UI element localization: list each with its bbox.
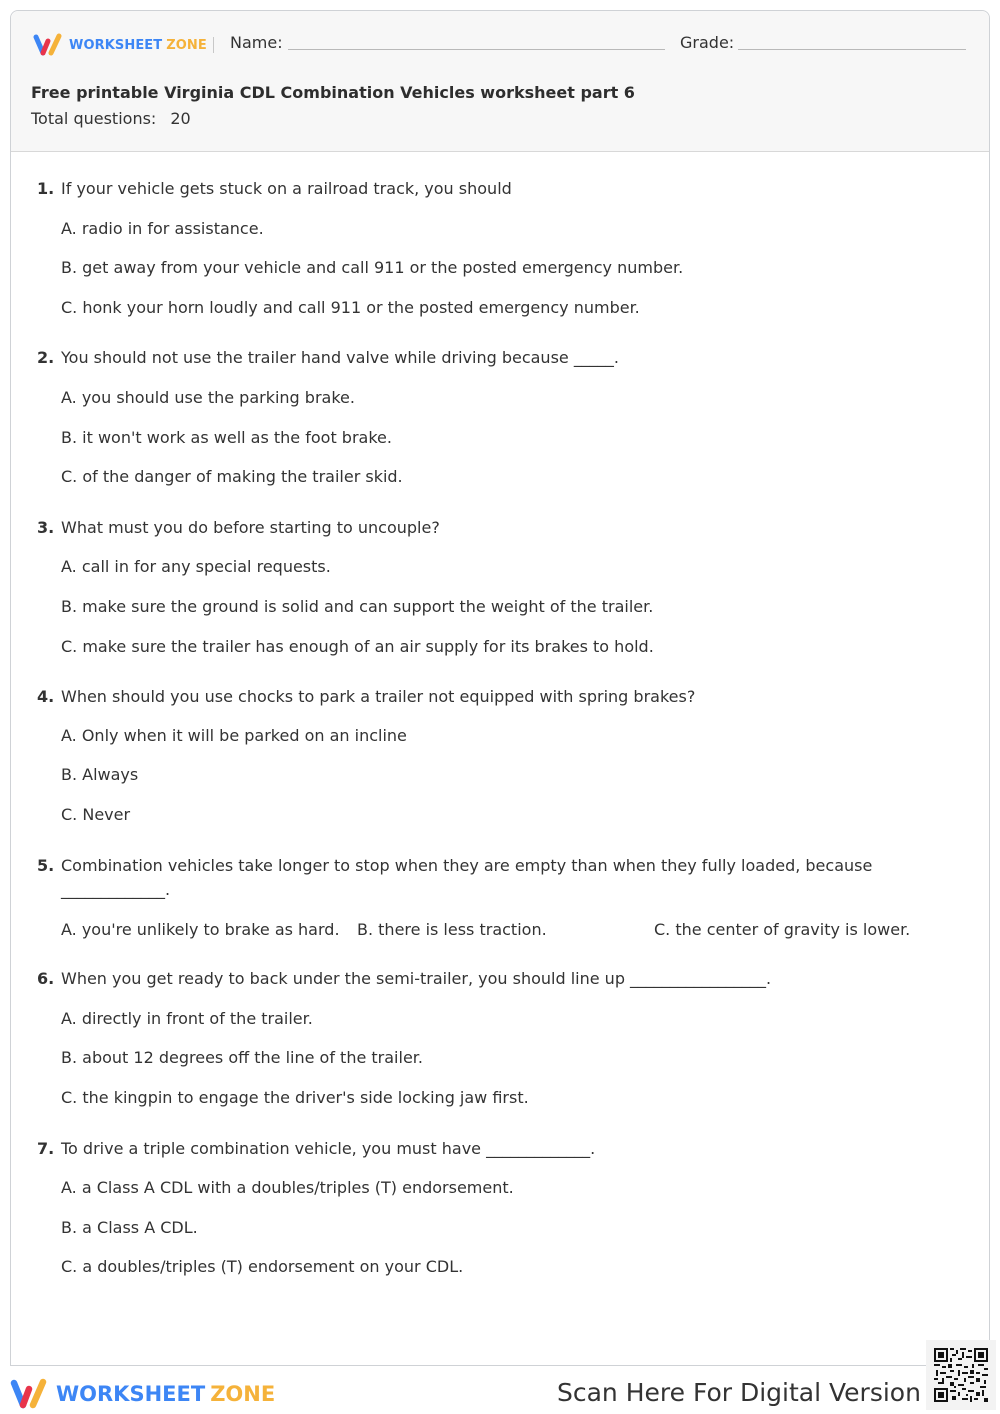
option-a[interactable]: A. Only when it will be parked on an incline [61,726,407,745]
question-number: 4. [37,687,55,706]
option-b[interactable]: B. Always [61,765,139,784]
worksheetzone-logo-icon [33,33,65,57]
total-questions-value: 20 [170,109,191,128]
option-b[interactable]: B. it won't work as well as the foot brake. [61,428,392,447]
option-c[interactable]: C. honk your horn loudly and call 911 or the posted emergency number. [61,298,640,317]
footer-logo-wordmark: WORKSHEET ZONE [56,1382,276,1406]
option-a[interactable]: A. you're unlikely to brake as hard. [61,920,340,939]
question-number: 1. [37,179,55,198]
option-b[interactable]: B. get away from your vehicle and call 911 or the posted emergency number. [61,258,684,277]
option-c[interactable]: C. Never [61,805,131,824]
name-input-line[interactable] [288,49,665,50]
question-number: 7. [37,1139,55,1158]
question-stem: 1. If your vehicle gets stuck on a railroad track, you should [37,179,512,198]
question-stem-blank: _____________. [61,880,171,899]
question-number: 5. [37,856,55,875]
grade-input-line[interactable] [738,49,966,50]
option-a[interactable]: A. you should use the parking brake. [61,388,355,407]
question-stem: 4. When should you use chocks to park a trailer not equipped with spring brakes? [37,687,696,706]
header-logo [33,33,207,57]
option-c[interactable]: C. of the danger of making the trailer skid. [61,467,403,486]
footer-logo [10,1378,275,1410]
option-c[interactable]: C. the kingpin to engage the driver's side locking jaw first. [61,1088,529,1107]
question-stem: 5. Combination vehicles take longer to stop when they are empty than when they fully loaded, because [37,856,873,875]
total-questions [31,109,191,128]
question-stem: 6. When you get ready to back under the semi-trailer, you should line up _________________. [37,969,772,988]
option-c[interactable]: C. a doubles/triples (T) endorsement on your CDL. [61,1257,464,1276]
worksheet-title: Free printable Virginia CDL Combination Vehicles worksheet part 6 [31,83,635,102]
option-a[interactable]: A. call in for any special requests. [61,557,331,576]
worksheet-header [11,11,989,152]
question-number: 2. [37,348,55,367]
worksheetzone-logo-icon [10,1378,50,1410]
option-b[interactable]: B. make sure the ground is solid and can support the weight of the trailer. [61,597,654,616]
question-stem: 2. You should not use the trailer hand valve while driving because _____. [37,348,619,367]
qr-code-icon [934,1348,988,1402]
scan-digital-version-text: Scan Here For Digital Version [557,1378,921,1407]
option-b[interactable]: B. about 12 degrees off the line of the trailer. [61,1048,423,1067]
qr-code[interactable] [926,1340,996,1410]
question-number: 6. [37,969,55,988]
logo-wordmark: WORKSHEET ZONE [69,37,207,53]
option-a[interactable]: A. directly in front of the trailer. [61,1009,313,1028]
option-a[interactable]: A. radio in for assistance. [61,219,264,238]
option-c[interactable]: C. the center of gravity is lower. [654,920,911,939]
question-number: 3. [37,518,55,537]
option-b[interactable]: B. a Class A CDL. [61,1218,198,1237]
option-c[interactable]: C. make sure the trailer has enough of an air supply for its brakes to hold. [61,637,654,656]
grade-label: Grade: [680,33,735,52]
header-divider [213,37,214,53]
option-b[interactable]: B. there is less traction. [357,920,547,939]
name-label: Name: [230,33,283,52]
worksheet-page [10,10,990,1366]
question-stem: 7. To drive a triple combination vehicle, you must have _____________. [37,1139,596,1158]
question-stem: 3. What must you do before starting to uncouple? [37,518,440,537]
total-questions-label: Total questions: [31,109,157,128]
option-a[interactable]: A. a Class A CDL with a doubles/triples (T) endorsement. [61,1178,514,1197]
